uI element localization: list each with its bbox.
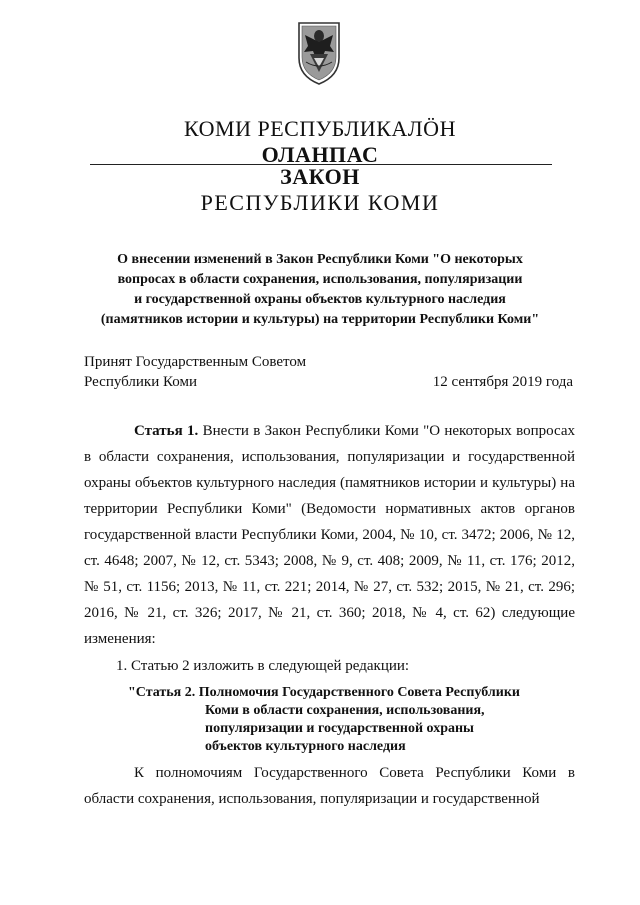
- article-2-heading-line: Коми в области сохранения, использования,: [205, 703, 485, 718]
- adoption-info: [84, 352, 306, 392]
- article-1-label: Статья 1.: [134, 423, 199, 439]
- header-line-komi: КОМИ РЕСПУБЛИКАЛÖН: [184, 116, 456, 141]
- law-title-line: О внесении изменений в Закон Республики Коми "О некоторых: [117, 252, 523, 267]
- adoption-line: Республики Коми: [84, 374, 197, 390]
- item-1: 1. Статью 2 изложить в следующей редакции:: [116, 658, 410, 674]
- law-title: [70, 250, 570, 330]
- law-title-line: (памятников истории и культуры) на территории Республики Коми": [100, 312, 540, 327]
- article-2-heading-line: "Статья 2. Полномочия Государственного Совета Республики: [128, 685, 520, 700]
- article-2-heading: [128, 684, 568, 756]
- article-2-heading-line: популяризации и государственной охраны: [205, 721, 474, 736]
- header-line-zakon: ЗАКОН: [280, 164, 360, 189]
- article-2-body: [84, 760, 575, 812]
- adoption-date: 12 сентября 2019 года: [432, 374, 573, 390]
- law-title-line: вопросах в области сохранения, использования, популяризации: [117, 272, 523, 287]
- coat-of-arms-icon: [296, 20, 342, 86]
- article-1-paragraph: [84, 418, 575, 652]
- article-1: [84, 418, 575, 652]
- law-title-line: и государственной охраны объектов культурного наследия: [134, 292, 506, 307]
- adoption-line: Принят Государственным Советом: [84, 354, 307, 370]
- article-2-heading-line: объектов культурного наследия: [205, 739, 406, 754]
- header-line-olanpas: ОЛАНПАС: [261, 142, 379, 167]
- article-1-text: Внести в Закон Республики Коми "О некоторых вопросах в области сохранения, использования, популяризации и государственной охраны объектов культурного наследия (памятников истории и культуры) на территории Республики Коми" (Ведомости нормативных актов органов государственной власти Республики Коми, 2004, № 10, ст. 3472; 2006, № 12, ст. 4648; 2007, № 12, ст. 5343; 2008, № 9, ст. 408; 2009, № 11, ст. 176; 2012, № 51, ст. 1156; 2013, № 11, ст. 221; 2014, № 27, ст. 532; 2015, № 21, ст. 296; 2016, № 21, ст. 326; 2017, № 21, ст. 360; 2018, № 4, ст. 62) следующие изменения:: [84, 423, 576, 647]
- header-line-republic: РЕСПУБЛИКИ КОМИ: [200, 190, 440, 215]
- article-2-paragraph: К полномочиям Государственного Совета Республики Коми в области сохранения, использования, популяризации и государственной: [84, 765, 575, 807]
